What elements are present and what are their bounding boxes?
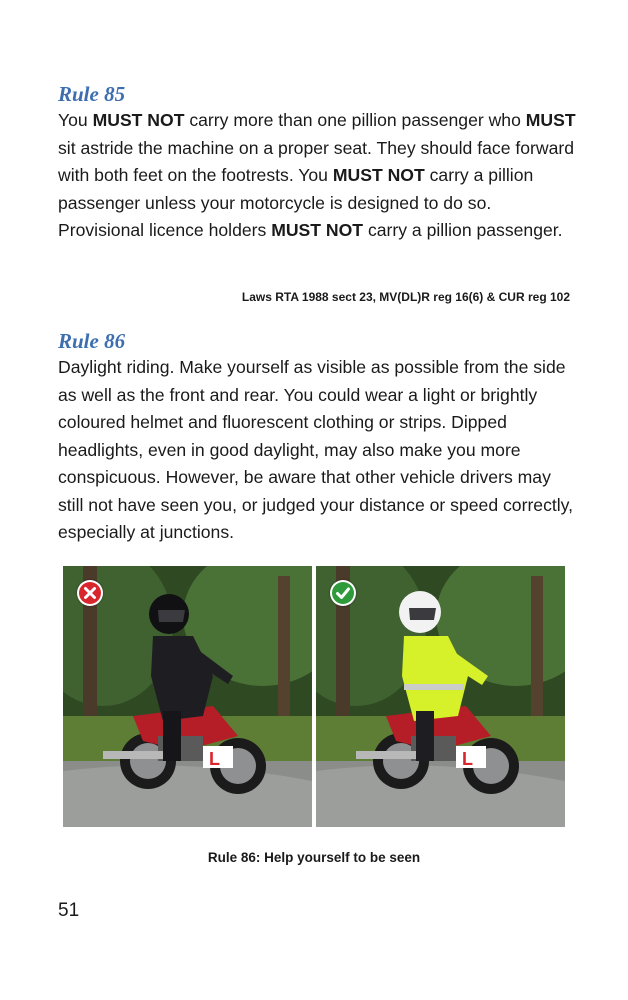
rule-85-emphasis: MUST NOT [332,165,425,185]
rule-85-body [58,107,578,245]
rule-86-body: Daylight riding. Make yourself as visible as possible from the side as well as the front and rear. You could wear a light or brightly coloured helmet and fluorescent clothing or strips. Dipped headlights, even in good daylight, may also make you more conspicuous. However, be aware that other vehicle drivers may still not have seen you, or judged your distance or speed correctly, especially at junctions. [58,357,574,542]
rule-85-text: carry a pillion passenger unless your motorcycle is designed to do so. Provisional licence holders [58,165,534,240]
rule-85-text: carry more than one pillion passenger who [184,110,526,130]
check-icon [330,580,356,606]
rule-85-emphasis: MUST NOT [92,110,185,130]
rule-85-emphasis: MUST [525,110,576,130]
page-number: 51 [58,900,80,921]
photo-hi-vis-clothing [316,566,565,827]
svg-text:L: L [209,749,220,769]
legal-reference: Laws RTA 1988 sect 23, MV(DL)R reg 16(6) & CUR reg 102 [241,290,570,304]
rule-85-text: You [58,110,93,130]
figure-caption: Rule 86: Help yourself to be seen [207,850,421,865]
photo-dark-clothing [63,566,312,827]
rule-86-title: Rule 86 [58,329,126,353]
rule-85-text: sit astride the machine on a proper seat. They should face forward with both feet on the footrests. You [58,137,575,185]
rule-85-emphasis: MUST NOT [271,220,364,240]
rule-85-title: Rule 85 [58,82,126,106]
rule-85-text: carry a pillion passenger. [363,220,563,240]
cross-icon [77,580,103,606]
svg-text:L: L [462,749,473,769]
